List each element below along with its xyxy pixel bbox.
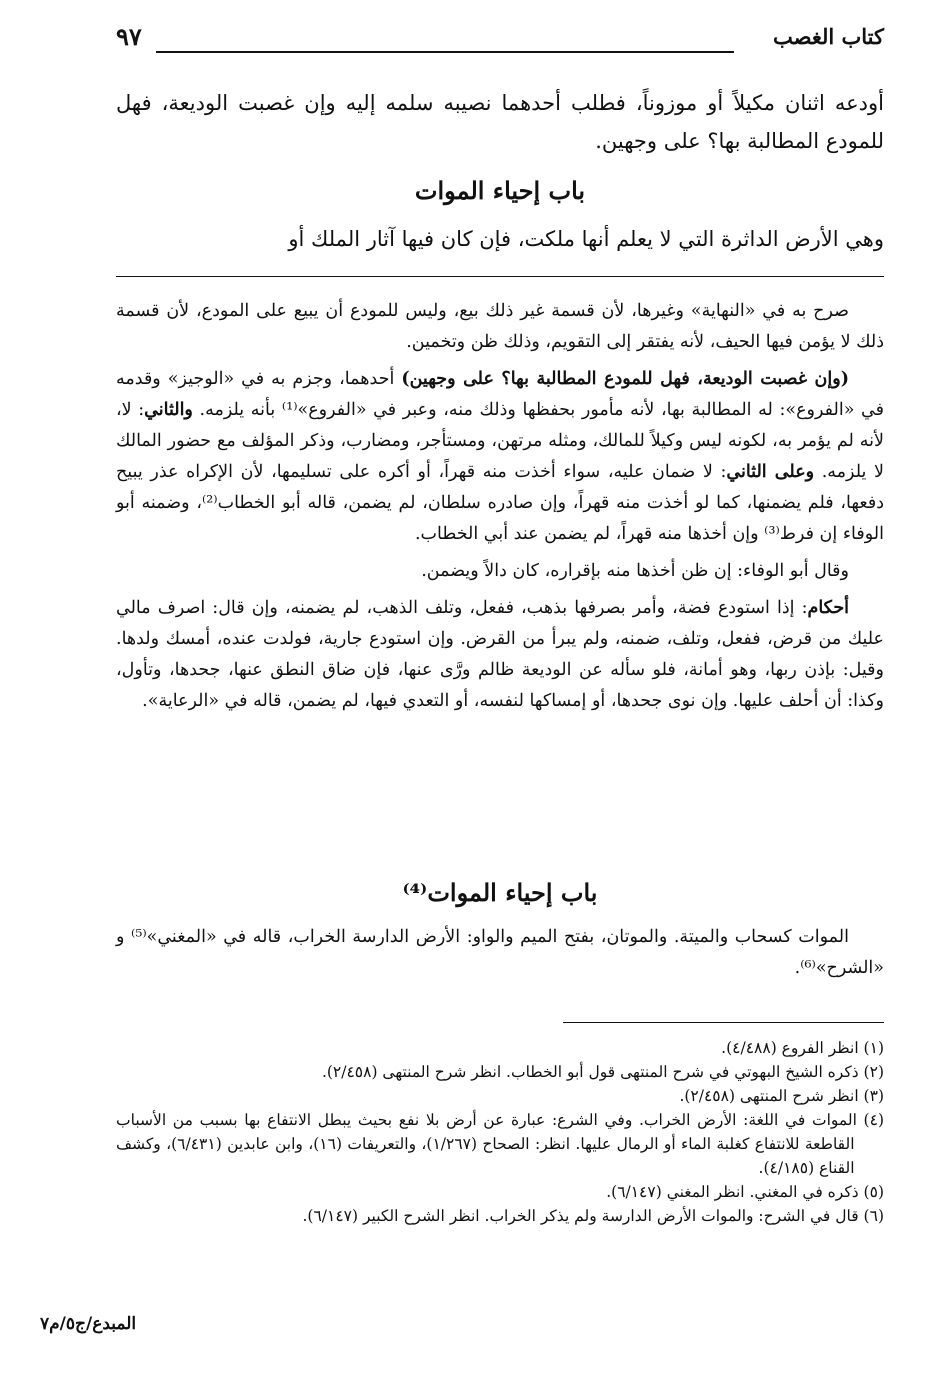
commentary-paragraph-3: وقال أبو الوفاء: إن ظن أخذها منه بإقراره، كان دالاً ويضمن.: [421, 561, 849, 581]
bold-keyword: وعلى الثاني: [726, 462, 815, 482]
signature-mark: [40, 1314, 136, 1334]
commentary-text: الموات كسحاب والميتة. والموتان، بفتح الميم والواو: الأرض الدارسة الخراب، قاله في «المغني»⁽⁵⁾ و «الشرح»⁽⁶⁾.: [116, 927, 884, 978]
bold-keyword: أحكام: [807, 598, 849, 618]
commentary-paragraph-5: [116, 922, 884, 984]
footnote-item: (٤) الموات في اللغة: الأرض الخراب. وفي الشرع: عبارة عن أرض بلا نفع بحيث يبطل الانتفاع بها بسبب من الأسباب القاطعة للانتفاع كغلبة الماء أو الرمال عليها. انظر: الصحاح (١/٢٦٧)، والتعريفات (١٦)، وابن عابدين (٦/٤٣١)، وكشف القناع (٤/١٨٥).: [116, 1111, 884, 1177]
commentary-paragraph-4: [116, 593, 884, 717]
bold-keyword: والثاني: [144, 400, 193, 420]
commentary-text: : إذا استودع فضة، وأمر بصرفها بذهب، ففعل، وتلف الذهب، لم يضمنه، وإن قال: اصرف مالي عليك من قرض، ففعل، وتلف، ضمنه، ولم يبرأ من القرض. وإن استودع جارية، فولدت عنده، أمسك ولدها. وقيل: بإذن ربها، وهو أمانة، فلو سأله عن الوديعة ظالم ورَّى عنها، فإن ضاق النطق عنها، جحدها، وتأول، وكذا: أن أحلف عليها. وإن نوى جحدها، أو إمساكها لنفسه، أو التعدي فيها، لم يضمن، قاله في «الرعاية».: [116, 598, 884, 711]
page-header: [116, 22, 884, 62]
page-number: ٩٧: [116, 22, 142, 51]
commentary-text: : لا، لأنه لم يؤمر به، لكونه ليس وكيلاً للمالك، ومثله مرتهن، ومستأجر، ومضارب، وذكر المؤلف مع حضور المالك لا يلزمه.: [116, 400, 884, 482]
section-heading-commentary: باب إحياء الموات⁽⁴⁾: [402, 878, 598, 907]
commentary-text: أحدهما، وجزم به في «الوجيز» وقدمه في «الفروع»: له المطالبة بها، لأنه مأمور بحفظها وذلك منه، وعبر في «الفروع»⁽¹⁾ بأنه يلزمه.: [116, 369, 884, 420]
footnotes: [116, 1036, 884, 1228]
footnote-divider: [563, 1022, 884, 1023]
header-rule: [156, 51, 734, 53]
footnote-item: (٢) ذكره الشيخ البهوتي في شرح المنتهى قول أبو الخطاب. انظر شرح المنتهى (٢/٤٥٨).: [321, 1063, 884, 1081]
footnote-item: (٦) قال في الشرح: والموات الأرض الدارسة ولم يذكر الخراب. انظر الشرح الكبير (٦/١٤٧).: [302, 1207, 884, 1225]
chapter-title: كتاب الغصب: [772, 24, 884, 49]
signature-text: المبدع/ج٥/م٧: [40, 1314, 137, 1334]
commentary-paragraph-2: [116, 364, 884, 550]
commentary-block: [116, 296, 884, 717]
main-commentary-divider: [116, 276, 884, 277]
commentary-text: : لا ضمان عليه، سواء أخذت منه قهراً، أو أكره على تسليمها، لأن الإكراه عذر يبيح دفعها، فلم يضمنها، كما لو أخذت منه قهراً، وإن صادره سلطان، لم يضمن، قاله أبو الخطاب⁽²⁾، وضمنه أبو الوفاء إن فرط⁽³⁾ وإن أخذها منه قهراً، لم يضمن عند أبي الخطاب.: [116, 462, 884, 544]
main-paragraph-2: وهي الأرض الداثرة التي لا يعلم أنها ملكت، فإن كان فيها آثار الملك أو: [288, 227, 884, 251]
footnote-item: (١) انظر الفروع (٤/٤٨٨).: [721, 1039, 884, 1057]
section-heading: باب إحياء الموات: [414, 176, 586, 205]
quoted-text: (وإن غصبت الوديعة، فهل للمودع المطالبة بها؟ على وجهين): [401, 369, 849, 389]
commentary-paragraph-1: صرح به في «النهاية» وغيرها، لأن قسمة غير ذلك بيع، وليس للمودع أن يبيع على المودع، لأن قسمة ذلك لا يؤمن فيها الحيف، لأنه يفتقر إلى التقويم، وذلك ظن وتخمين.: [116, 301, 884, 352]
footnote-item: (٣) انظر شرح المنتهى (٢/٤٥٨).: [679, 1087, 884, 1105]
main-paragraph-1: أودعه اثنان مكيلاً أو موزوناً، فطلب أحدهما نصيبه سلمه إليه وإن غصبت الوديعة، فهل للمودع المطالبة بها؟ على وجهين.: [116, 91, 884, 153]
footnote-item: (٥) ذكره في المغني. انظر المغني (٦/١٤٧).: [606, 1183, 884, 1201]
